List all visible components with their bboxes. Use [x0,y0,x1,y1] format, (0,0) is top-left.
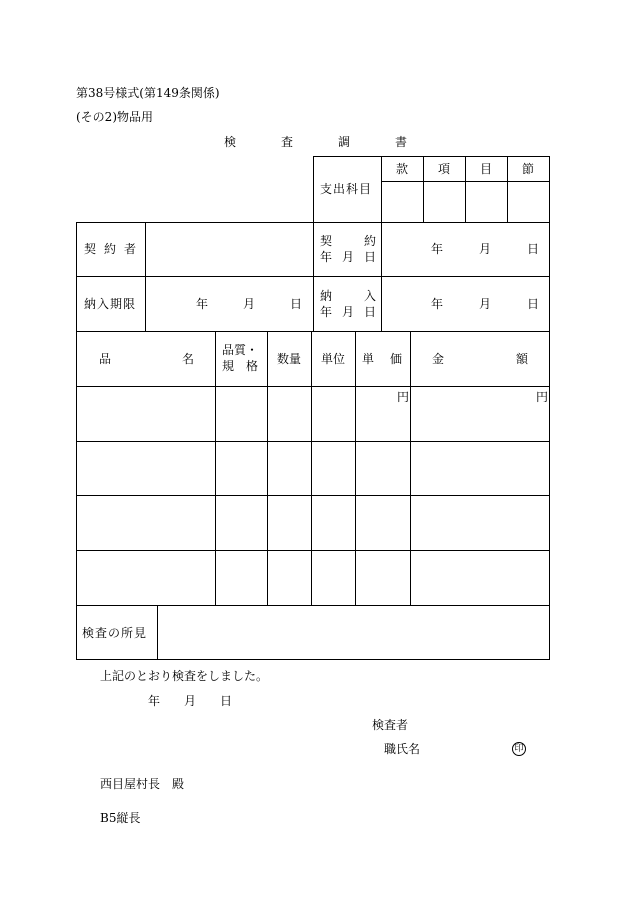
deadline-day: 日 [290,297,303,311]
delivery-deadline-label: 納入期限 [84,297,137,311]
position-name-label: 職氏名 [384,742,421,756]
row-divider [76,331,550,332]
divider [381,156,382,223]
delivery-year: 年 [431,297,444,311]
form-number: 第38号様式(第149条関係) [76,86,220,100]
col-divider [145,222,146,331]
statement: 上記のとおり検査をしました。 [100,669,269,683]
header-quality-top: 品質・ [222,343,259,357]
contract-date-label-top-1: 契 [320,234,333,248]
amount-yen: 円 [536,390,549,404]
column-moku: 目 [480,162,493,176]
seal-icon: 印 [512,742,526,756]
col-divider [267,331,268,605]
row-divider [76,441,550,442]
paper-size-note: B5縦長 [100,811,141,825]
col-divider [311,331,312,605]
col-divider [215,331,216,605]
delivery-month: 月 [479,297,492,311]
contract-date-label-bottom-2: 月 [342,250,355,264]
row-divider [76,550,550,551]
header-name-2: 名 [182,352,195,366]
header-name-1: 品 [99,352,112,366]
unit-price-yen: 円 [397,390,410,404]
contract-date-label-bottom-3: 日 [364,250,377,264]
row-divider [76,605,550,606]
header-amount-1: 金 [432,352,445,366]
divider [465,156,466,223]
footer-year: 年 [148,694,161,708]
addressee: 西目屋村長 殿 [100,777,185,791]
header-quality-bottom-1: 規 [222,359,235,373]
divider [381,181,550,182]
column-kou: 項 [438,162,451,176]
title-char-4: 書 [395,135,408,149]
footer-month: 月 [184,694,197,708]
deadline-month: 月 [243,297,256,311]
header-quality-bottom-2: 格 [246,359,259,373]
header-unit: 単位 [321,352,346,366]
col-divider [355,331,356,605]
findings-label: 検査の所見 [82,626,148,640]
col-divider [157,605,158,660]
expenditure-label: 支出科目 [320,182,373,196]
contractor-label-1: 契 [84,242,97,256]
delivery-date-label-bottom-2: 月 [342,305,355,319]
contract-date-label-bottom-1: 年 [320,250,333,264]
contract-month: 月 [479,242,492,256]
title-char-3: 調 [338,135,351,149]
delivery-date-label-top-2: 入 [364,289,377,303]
delivery-day: 日 [527,297,540,311]
header-amount-2: 額 [516,352,529,366]
footer-day: 日 [220,694,233,708]
deadline-year: 年 [196,297,209,311]
divider [507,156,508,223]
form-variant: (その2)物品用 [76,110,153,124]
header-quantity: 数量 [277,352,302,366]
inspector-label: 検査者 [372,718,409,732]
divider [423,156,424,223]
header-unit-price-1: 単 [362,352,375,366]
title-char-2: 査 [281,135,294,149]
column-kan: 款 [396,162,409,176]
contract-day: 日 [527,242,540,256]
header-unit-price-2: 価 [390,352,403,366]
col-divider [410,331,411,605]
col-divider [313,222,314,331]
contract-date-label-top-2: 約 [364,234,377,248]
column-setsu: 節 [522,162,535,176]
contractor-label-2: 約 [104,242,117,256]
delivery-date-label-bottom-3: 日 [364,305,377,319]
delivery-date-label-top-1: 納 [320,289,333,303]
row-divider [76,495,550,496]
contractor-label-3: 者 [124,242,137,256]
contract-year: 年 [431,242,444,256]
col-divider [381,222,382,331]
title-char-1: 検 [224,135,237,149]
row-divider [76,386,550,387]
delivery-date-label-bottom-1: 年 [320,305,333,319]
